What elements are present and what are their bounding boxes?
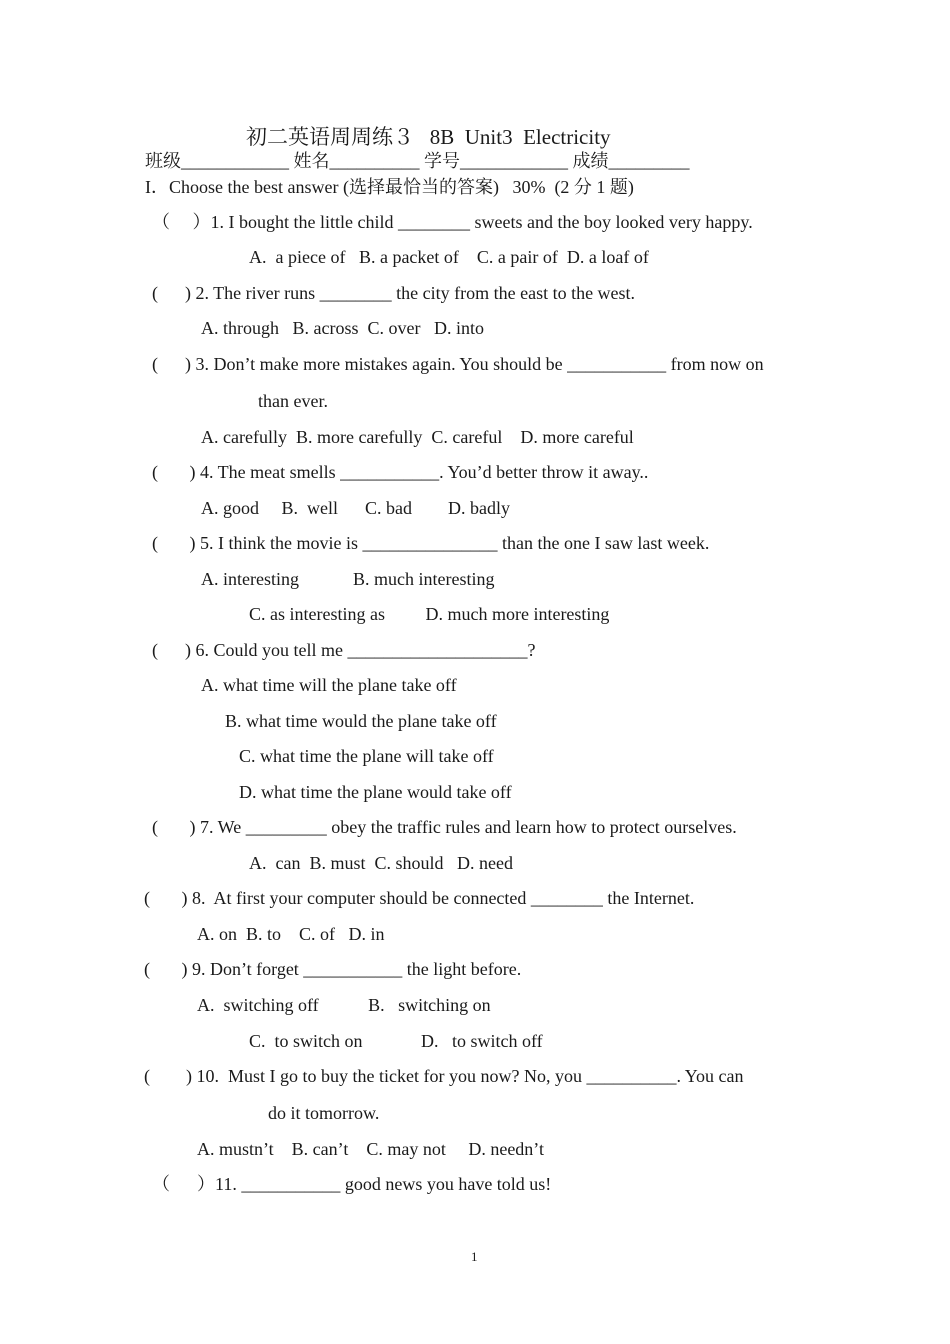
- question-10-options: A. mustn’t B. can’t C. may not D. needn’t: [197, 1139, 544, 1159]
- question-4: ( ) 4. The meat smells ___________. You’d better throw it away..: [152, 462, 649, 482]
- worksheet-title: 初二英语周周练３ 8B Unit3 Electricity: [246, 125, 611, 149]
- question-10-continued: do it tomorrow.: [268, 1103, 380, 1123]
- question-9: ( ) 9. Don’t forget ___________ the light before.: [144, 959, 522, 979]
- question-6-option-c: C. what time the plane will take off: [239, 746, 494, 766]
- question-8: ( ) 8. At first your computer should be connected ________ the Internet.: [144, 888, 695, 908]
- question-11: （ ）11. ___________ good news you have told us!: [152, 1174, 552, 1194]
- question-5-options-ab: A. interesting B. much interesting: [201, 569, 495, 589]
- section-heading: I．Choose the best answer (选择最恰当的答案) 30% (2 分 1 题): [145, 177, 634, 197]
- question-2-options: A. through B. across C. over D. into: [201, 318, 484, 338]
- question-5-options-cd: C. as interesting as D. much more interesting: [249, 604, 610, 624]
- question-3-continued: than ever.: [258, 391, 328, 411]
- question-9-options-ab: A. switching off B. switching on: [197, 995, 491, 1015]
- student-info-line: 班级____________ 姓名__________ 学号____________ 成绩_________: [145, 151, 690, 171]
- question-10: ( ) 10. Must I go to buy the ticket for you now? No, you __________. You can: [144, 1066, 744, 1086]
- question-6: ( ) 6. Could you tell me ____________________?: [152, 640, 536, 660]
- question-1: （ ）1. I bought the little child ________ sweets and the boy looked very happy.: [152, 212, 753, 232]
- question-5: ( ) 5. I think the movie is _______________ than the one I saw last week.: [152, 533, 710, 553]
- question-8-options: A. on B. to C. of D. in: [197, 924, 385, 944]
- question-6-option-d: D. what time the plane would take off: [239, 782, 512, 802]
- question-1-options: A. a piece of B. a packet of C. a pair of D. a loaf of: [249, 247, 649, 267]
- question-6-option-a: A. what time will the plane take off: [201, 675, 457, 695]
- question-4-options: A. good B. well C. bad D. badly: [201, 498, 510, 518]
- question-3: ( ) 3. Don’t make more mistakes again. You should be ___________ from now on: [152, 354, 764, 374]
- question-7: ( ) 7. We _________ obey the traffic rules and learn how to protect ourselves.: [152, 817, 737, 837]
- question-3-options: A. carefully B. more carefully C. careful D. more careful: [201, 427, 634, 447]
- question-9-options-cd: C. to switch on D. to switch off: [249, 1031, 543, 1051]
- question-7-options: A. can B. must C. should D. need: [249, 853, 513, 873]
- page-number: 1: [471, 1249, 478, 1264]
- question-2: ( ) 2. The river runs ________ the city from the east to the west.: [152, 283, 636, 303]
- question-6-option-b: B. what time would the plane take off: [225, 711, 497, 731]
